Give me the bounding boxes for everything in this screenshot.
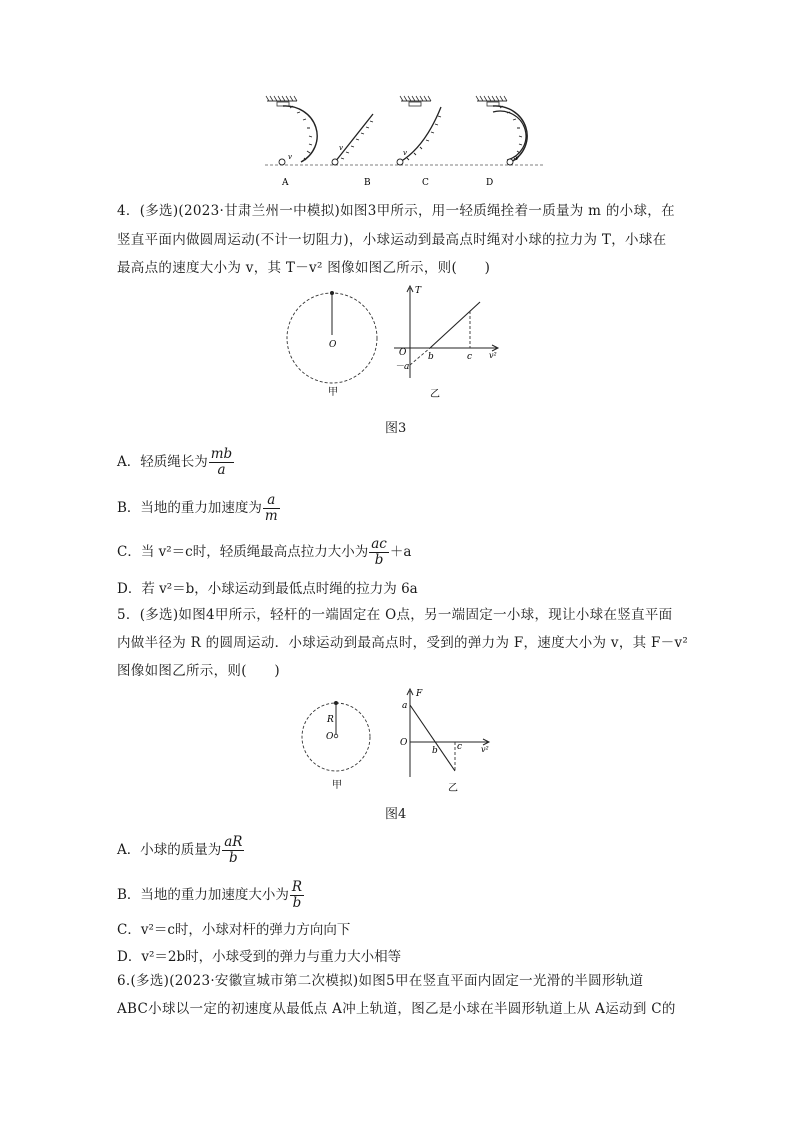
q6-stem-line2: ABC小球以一定的初速度从最低点 A冲上轨道，图乙是小球在半圆形轨道上从 A运动到 C的 bbox=[117, 1001, 676, 1017]
q5-b-label: b bbox=[432, 746, 438, 756]
q4-option-c: C．当 v²＝c时，轻质绳最高点拉力大小为 $\frac{ac}{b}$ ＋a bbox=[117, 536, 412, 568]
q5-o-label: O bbox=[326, 732, 334, 742]
q5-caption: 图4 bbox=[385, 807, 407, 822]
q6-stem-line1: 6.(多选)(2023·安徽宣城市第二次模拟)如图5甲在竖直平面内固定一光滑的半圆形轨道 bbox=[117, 973, 644, 989]
q4-axis-v2: v² bbox=[489, 351, 497, 360]
q5-stem-line2: 内做半径为 R 的圆周运动．小球运动到最高点时，受到的弹力为 F，速度大小为 v，其 F－v² bbox=[117, 635, 689, 651]
track-label-d: D bbox=[486, 178, 494, 188]
track-label-c: C bbox=[422, 178, 429, 188]
q5-c-label: c bbox=[457, 742, 463, 752]
q4-axis-t: T bbox=[415, 286, 422, 296]
q5-option-d: D．v²＝2b时，小球受到的弹力与重力大小相等 bbox=[117, 949, 402, 965]
q4-option-d: D．若 v²＝b，小球运动到最低点时绳的拉力为 6a bbox=[117, 581, 418, 597]
q5-option-c: C．v²＝c时，小球对杆的弹力方向向下 bbox=[117, 922, 351, 938]
q4-label-jia: 甲 bbox=[328, 387, 338, 398]
q4-center-label: O bbox=[329, 340, 337, 350]
q5-label-jia: 甲 bbox=[332, 780, 342, 791]
q4-c-label: c bbox=[467, 352, 473, 362]
svg-text:v: v bbox=[403, 149, 407, 157]
track-options-figure bbox=[255, 92, 545, 190]
q4-stem-line3: 最高点的速度大小为 v，其 T－v² 图像如图乙所示，则( ) bbox=[117, 260, 491, 276]
svg-text:v: v bbox=[339, 144, 343, 152]
q5-r-label: R bbox=[327, 715, 334, 725]
q4-figure bbox=[282, 283, 512, 401]
q4-b-label: b bbox=[428, 352, 434, 362]
q5-option-b: B．当地的重力加速度大小为 $\frac{R}{b}$ bbox=[117, 879, 303, 911]
q5-graph-line bbox=[410, 705, 455, 771]
track-b bbox=[332, 114, 373, 165]
q5-axis-f: F bbox=[416, 689, 423, 699]
q5-a-label: a bbox=[402, 701, 408, 711]
q4-caption: 图3 bbox=[385, 421, 407, 436]
svg-text:v: v bbox=[288, 153, 292, 161]
q5-origin: O bbox=[400, 738, 408, 748]
q5-axis-v2: v² bbox=[481, 745, 489, 754]
q4-stem-line1: 4．(多选)(2023·甘肃兰州一中模拟)如图3甲所示，用一轻质绳拴着一质量为 m 的小球，在 bbox=[117, 203, 675, 219]
q5-label-yi: 乙 bbox=[448, 783, 458, 794]
svg-text:v: v bbox=[515, 154, 519, 162]
q4-origin: O bbox=[399, 348, 407, 358]
q5-option-a: A．小球的质量为 $\frac{aR}{b}$ bbox=[117, 834, 243, 866]
q4-label-yi: 乙 bbox=[430, 389, 440, 400]
q4-option-b: B．当地的重力加速度为 $\frac{a}{m}$ bbox=[117, 492, 278, 524]
track-a bbox=[266, 96, 317, 165]
q5-figure bbox=[298, 687, 498, 797]
q5-stem-line1: 5．(多选)如图4甲所示，轻杆的一端固定在 O点，另一端固定一小球，现让小球在竖直平面 bbox=[117, 607, 673, 623]
q5-stem-line3: 图像如图乙所示，则( ) bbox=[117, 663, 280, 679]
q4-option-a: A．轻质绳长为 $\frac{mb}{a}$ bbox=[117, 446, 233, 478]
track-c bbox=[397, 96, 441, 165]
q4-neg-a-label: －a bbox=[395, 362, 410, 372]
q4-graph-line bbox=[430, 302, 480, 348]
q4-stem-line2: 竖直平面内做圆周运动(不计一切阻力)，小球运动到最高点时绳对小球的拉力为 T，小球在 bbox=[117, 232, 667, 248]
track-label-a: A bbox=[282, 178, 289, 188]
track-d bbox=[476, 96, 527, 165]
track-label-b: B bbox=[364, 178, 371, 188]
